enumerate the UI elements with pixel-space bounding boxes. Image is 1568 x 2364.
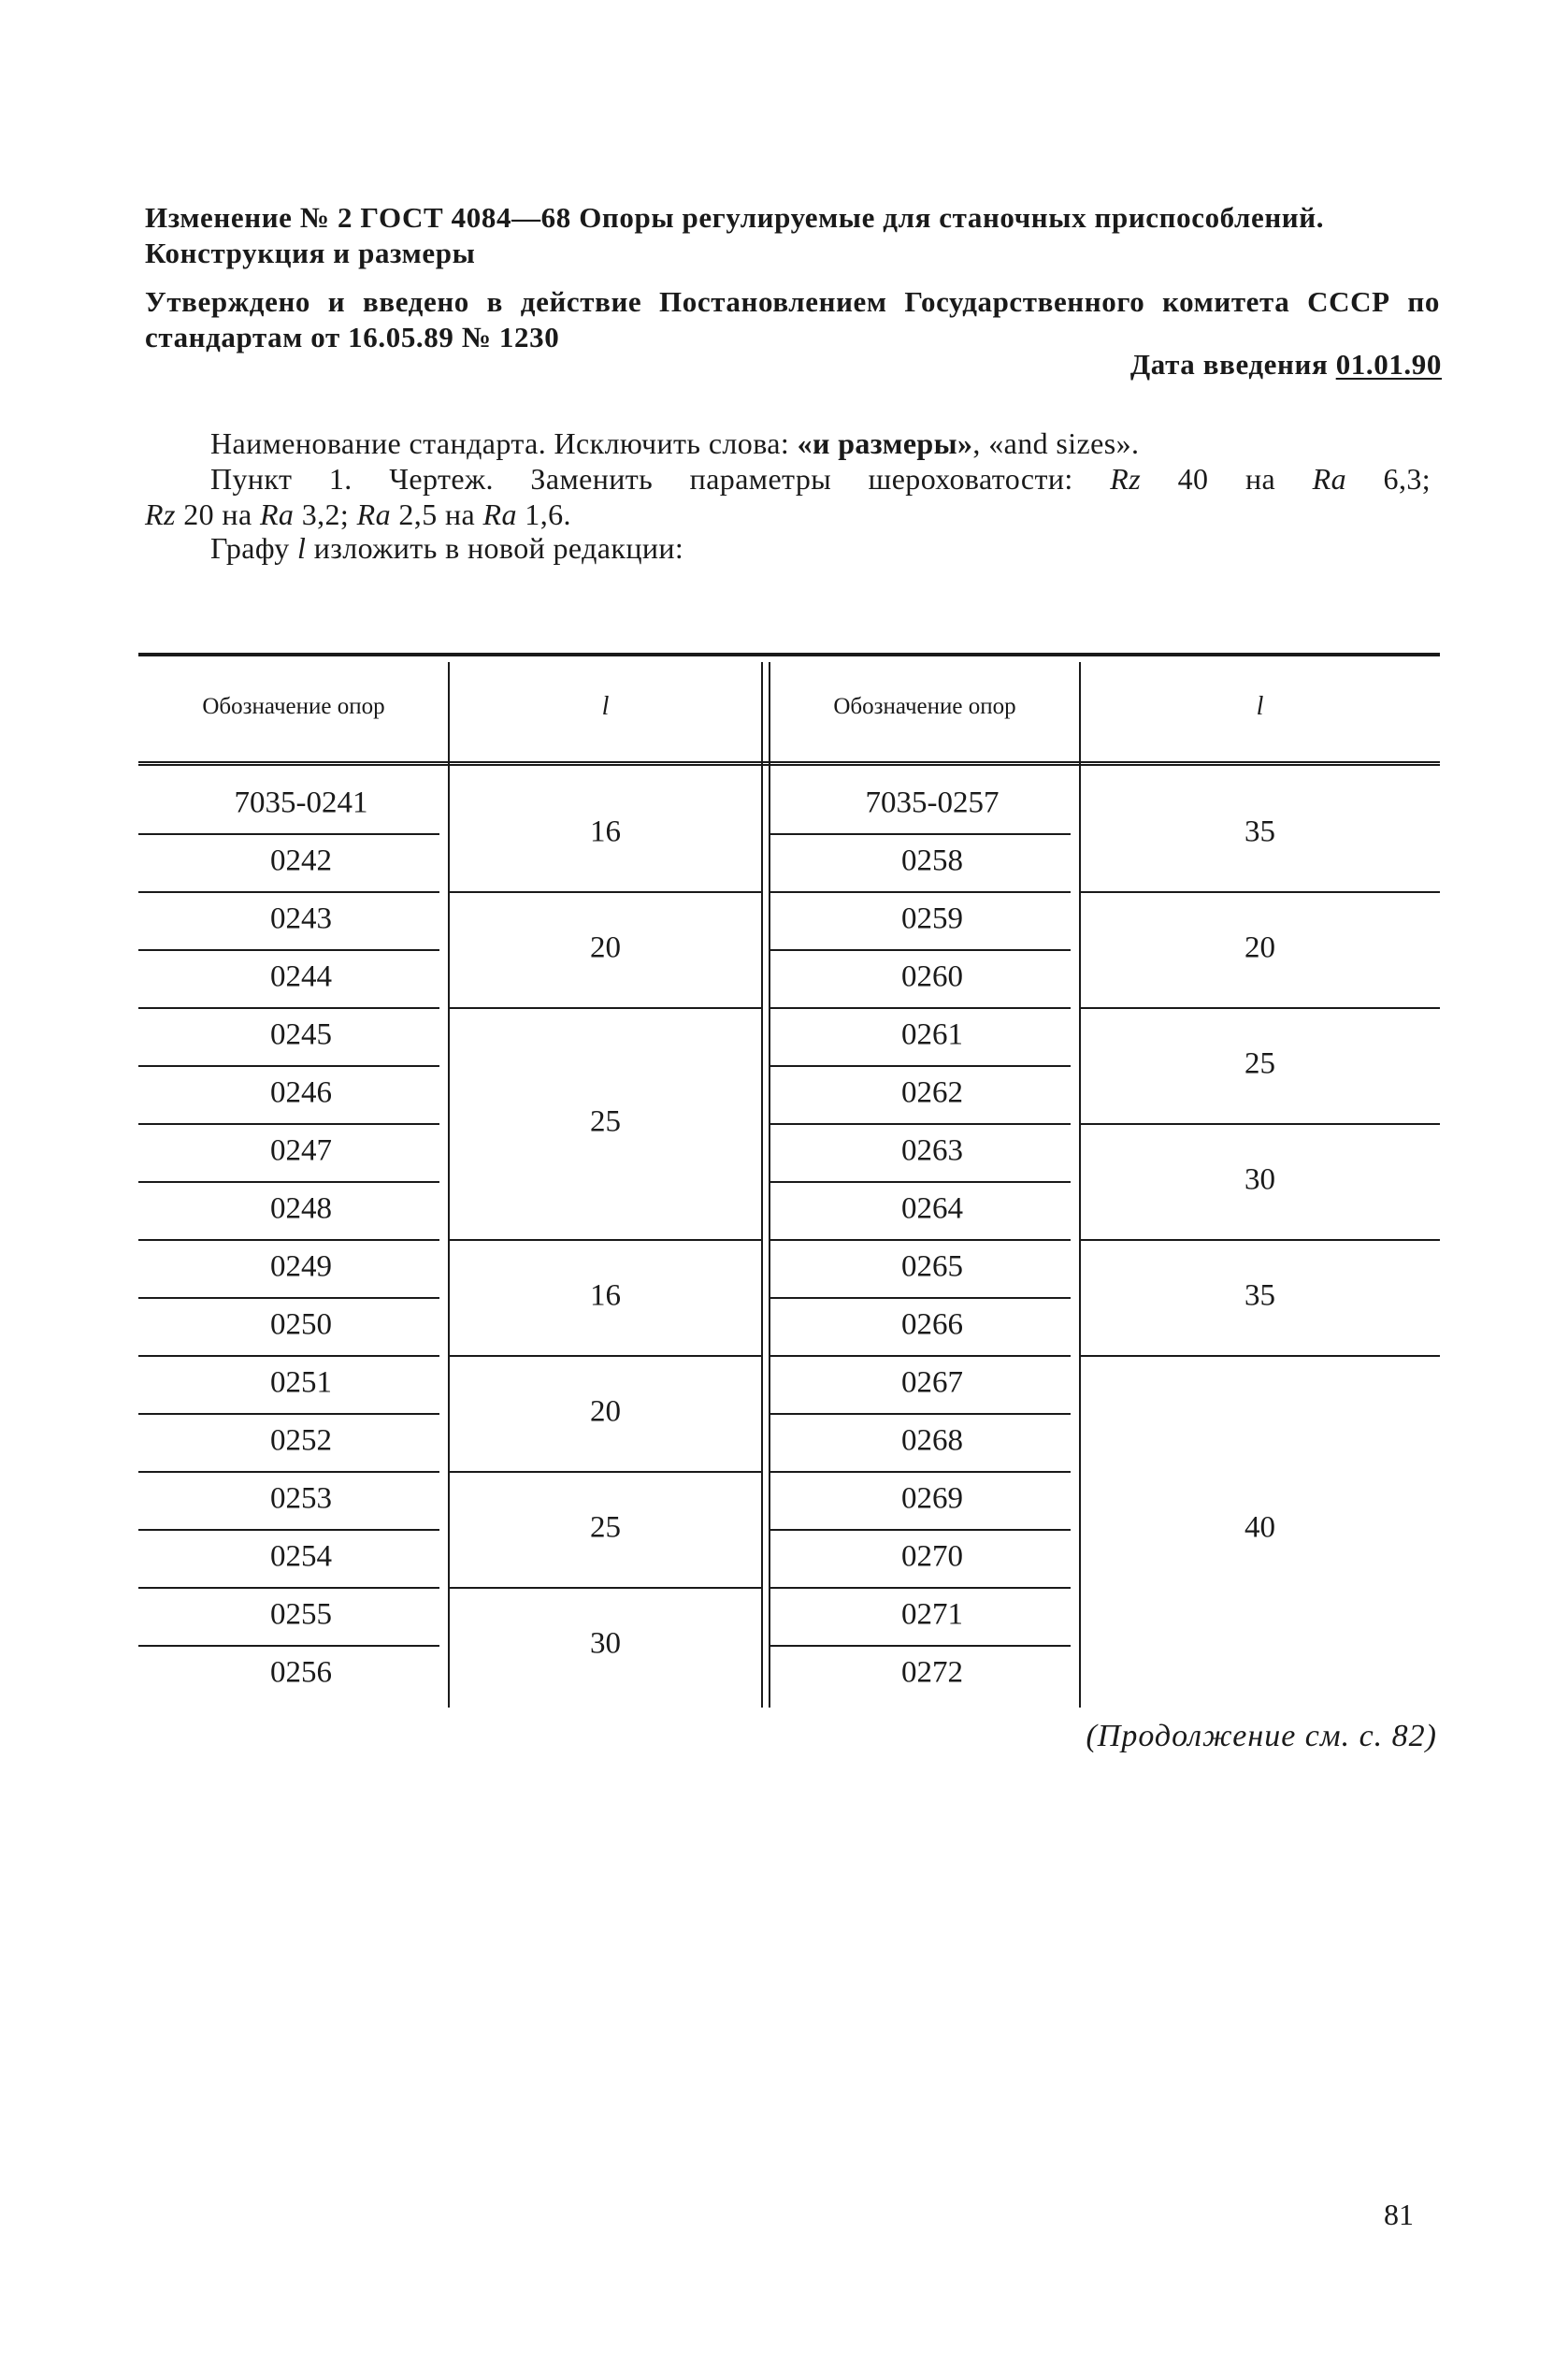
right-code-1: 7035-0257: [865, 786, 1000, 820]
left-code-11: 0251: [270, 1365, 332, 1400]
p3-rz: Rz: [145, 497, 176, 531]
p3-v1: 20 на: [183, 497, 252, 531]
effective-date-label: Дата введения: [1129, 348, 1329, 381]
p3-ra2: Ra: [356, 497, 391, 531]
continuation-note: (Продолжение см. с. 82): [1086, 1719, 1437, 1753]
approval-statement: Утверждено и введено в действие Постановлением Государственного комитета СССР по стандартам от 16.05.89 № 1230: [145, 285, 1440, 353]
left-l-value-5: 20: [590, 1394, 621, 1429]
p3-ra1: Ra: [259, 497, 295, 531]
p2-v1: 40 на: [1177, 462, 1276, 496]
p3-v2: 3,2;: [301, 497, 350, 531]
table-header-3: Обозначение опор: [833, 694, 1016, 720]
right-l-value-2: 20: [1244, 930, 1275, 965]
right-l-value-3: 25: [1244, 1046, 1275, 1081]
right-code-16: 0272: [901, 1655, 963, 1690]
left-l-value-2: 20: [590, 930, 621, 965]
left-code-7: 0247: [270, 1133, 332, 1168]
right-code-7: 0263: [901, 1133, 963, 1168]
p3-ra3: Ra: [482, 497, 517, 531]
page-number: 81: [1384, 2198, 1414, 2231]
right-code-14: 0270: [901, 1539, 963, 1574]
p2-ra: Ra: [1312, 462, 1346, 496]
right-l-value-4: 30: [1244, 1162, 1275, 1197]
p4-l: l: [297, 531, 307, 565]
p3-v3: 2,5 на: [398, 497, 476, 531]
p4-prefix: Графу: [210, 531, 290, 565]
p1-bold: «и размеры»: [797, 426, 973, 460]
right-code-12: 0268: [901, 1423, 963, 1458]
left-l-value-6: 25: [590, 1510, 621, 1545]
p2-v2: 6,3;: [1383, 462, 1431, 496]
right-code-10: 0266: [901, 1307, 963, 1342]
right-code-13: 0269: [901, 1481, 963, 1516]
p3-v4: 1,6.: [525, 497, 571, 531]
right-code-11: 0267: [901, 1365, 963, 1400]
table-header-1: Обозначение опор: [202, 694, 385, 720]
left-code-15: 0255: [270, 1597, 332, 1632]
p2-text: Пункт 1. Чертеж. Заменить параметры шероховатости:: [210, 462, 1073, 496]
left-code-2: 0242: [270, 843, 332, 878]
right-code-5: 0261: [901, 1017, 963, 1052]
left-code-9: 0249: [270, 1249, 332, 1284]
left-code-16: 0256: [270, 1655, 332, 1690]
left-code-12: 0252: [270, 1423, 332, 1458]
effective-date-value: 01.01.90: [1335, 348, 1442, 381]
table-header-2: l: [601, 691, 610, 721]
left-code-8: 0248: [270, 1191, 332, 1226]
left-l-value-4: 16: [590, 1278, 621, 1313]
p1-suffix: , «and sizes».: [972, 426, 1140, 460]
table-header-4: l: [1256, 691, 1264, 721]
right-code-8: 0264: [901, 1191, 963, 1226]
left-code-1: 7035-0241: [234, 786, 368, 820]
document-title: Изменение № 2 ГОСТ 4084—68 Опоры регулируемые для станочных приспособлений. Конструкция и размеры: [145, 201, 1325, 269]
p4-suffix: изложить в новой редакции:: [313, 531, 684, 565]
left-l-value-7: 30: [590, 1626, 621, 1661]
p2-rz: Rz: [1110, 462, 1142, 496]
right-code-15: 0271: [901, 1597, 963, 1632]
left-code-10: 0250: [270, 1307, 332, 1342]
left-code-13: 0253: [270, 1481, 332, 1516]
right-l-value-1: 35: [1244, 814, 1275, 849]
left-code-14: 0254: [270, 1539, 332, 1574]
left-l-value-1: 16: [590, 814, 621, 849]
left-l-value-3: 25: [590, 1104, 621, 1139]
right-l-value-6: 40: [1244, 1510, 1275, 1545]
p1-prefix: Наименование стандарта. Исключить слова:: [210, 426, 798, 460]
right-code-2: 0258: [901, 843, 963, 878]
left-code-6: 0246: [270, 1075, 332, 1110]
left-code-3: 0243: [270, 901, 332, 936]
left-code-4: 0244: [270, 959, 332, 994]
right-code-4: 0260: [901, 959, 963, 994]
right-code-6: 0262: [901, 1075, 963, 1110]
right-code-9: 0265: [901, 1249, 963, 1284]
right-code-3: 0259: [901, 901, 963, 936]
left-code-5: 0245: [270, 1017, 332, 1052]
right-l-value-5: 35: [1244, 1278, 1275, 1313]
